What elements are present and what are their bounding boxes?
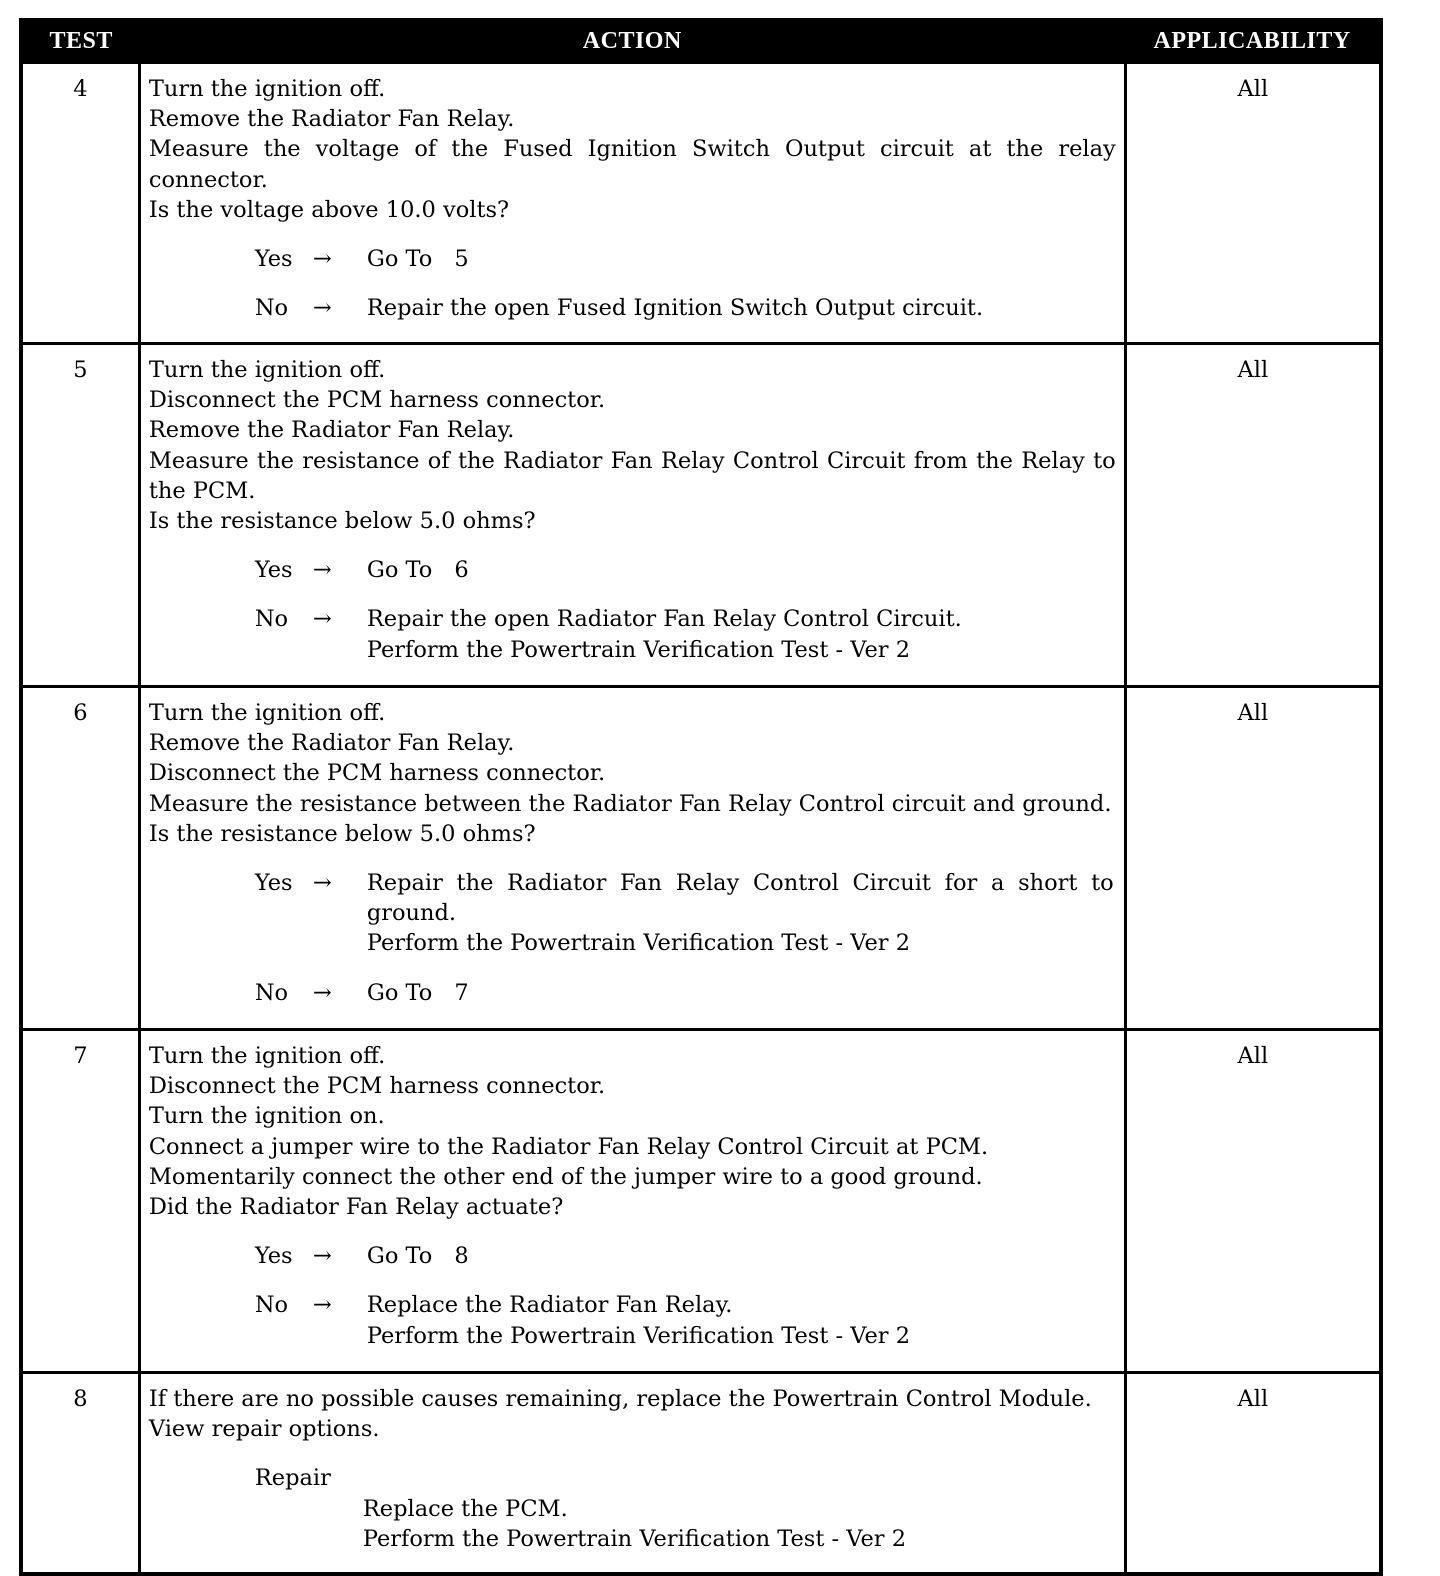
outcomes	[149, 244, 1116, 323]
action-cell	[139, 344, 1125, 687]
outcome-result	[367, 293, 1116, 323]
test-number: 8	[21, 1373, 139, 1575]
no-label: No	[254, 606, 289, 633]
repair-label: Repair	[254, 1465, 331, 1492]
yes-label: Yes	[254, 246, 293, 273]
outcome-no	[255, 978, 1116, 1008]
repair-block	[255, 1463, 1116, 1554]
goto-number: 6	[454, 557, 469, 584]
outcome-no	[255, 293, 1116, 323]
step-question: Is the resistance below 5.0 ohms?	[148, 820, 536, 847]
arrow-icon: →	[312, 1243, 332, 1270]
applicability-value: All	[1125, 344, 1381, 687]
view-repair-options-link[interactable]: View repair options.	[148, 1416, 380, 1443]
step-text: Disconnect the PCM harness connector.	[148, 1073, 606, 1100]
table-row-test-6	[21, 687, 1381, 1030]
action-cell	[139, 1373, 1125, 1575]
goto-text: Go To	[366, 1243, 433, 1270]
goto-link[interactable]	[367, 1241, 1116, 1271]
test-number: 6	[21, 687, 139, 1030]
step-text: Turn the ignition off.	[148, 700, 386, 726]
yes-label: Yes	[254, 1243, 293, 1270]
outcome-result	[367, 604, 1116, 664]
step-text: If there are no possible causes remaining, replace the Powertrain Control Module.	[148, 1386, 1092, 1412]
applicability-value: All	[1125, 62, 1381, 344]
step-text: Disconnect the PCM harness connector.	[148, 760, 606, 787]
step-text: Measure the resistance of the Radiator Fan Relay Control Circuit from the Relay to the PCM.	[148, 447, 1116, 504]
table-row-test-8	[21, 1373, 1381, 1575]
yes-label: Yes	[254, 870, 293, 897]
step-text: Measure the voltage of the Fused Ignition Switch Output circuit at the relay connector.	[148, 136, 1116, 193]
outcome-result	[367, 1290, 1116, 1350]
step-text: Turn the ignition on.	[148, 1103, 385, 1130]
step-text: Turn the ignition off.	[148, 76, 386, 102]
goto-link[interactable]	[367, 555, 1116, 585]
step-question: Did the Radiator Fan Relay actuate?	[148, 1194, 564, 1221]
goto-text: Go To	[366, 246, 433, 273]
goto-text: Go To	[366, 557, 433, 584]
outcome-yes	[255, 555, 1116, 585]
test-number: 7	[21, 1030, 139, 1373]
goto-link[interactable]	[367, 244, 1116, 274]
no-label: No	[254, 295, 289, 322]
applicability-value: All	[1125, 687, 1381, 1030]
test-number: 4	[21, 62, 139, 344]
outcome-no	[255, 1290, 1116, 1350]
diagnostic-test-table	[19, 18, 1383, 1576]
step-question: Is the voltage above 10.0 volts?	[148, 196, 510, 223]
step-text: Remove the Radiator Fan Relay.	[148, 106, 515, 133]
arrow-icon: →	[312, 870, 332, 897]
repair-step: Perform the Powertrain Verification Test - Ver 2	[362, 1525, 907, 1552]
outcome-no	[255, 604, 1116, 664]
action-cell	[139, 687, 1125, 1030]
result-line: Perform the Powertrain Verification Test - Ver 2	[366, 636, 911, 663]
action-cell	[139, 1030, 1125, 1373]
result-line: Repair the open Fused Ignition Switch Output circuit.	[366, 295, 984, 322]
result-line: Repair the Radiator Fan Relay Control Circuit for a short to ground.	[366, 870, 1114, 927]
action-cell	[139, 62, 1125, 344]
result-line: Replace the Radiator Fan Relay.	[366, 1292, 733, 1319]
header-action: ACTION	[139, 20, 1125, 62]
goto-number: 8	[454, 1243, 469, 1270]
applicability-value: All	[1125, 1373, 1381, 1575]
step-text: Disconnect the PCM harness connector.	[148, 387, 606, 414]
table-row-test-4	[21, 62, 1381, 344]
outcomes	[149, 868, 1116, 1008]
no-label: No	[254, 1292, 289, 1319]
outcome-yes	[255, 868, 1116, 959]
step-text: Connect a jumper wire to the Radiator Fan Relay Control Circuit at PCM.	[148, 1133, 989, 1160]
outcome-yes	[255, 244, 1116, 274]
outcomes	[149, 555, 1116, 665]
repair-step: Replace the PCM.	[362, 1495, 568, 1522]
arrow-icon: →	[312, 246, 332, 273]
table-row-test-5	[21, 344, 1381, 687]
arrow-icon: →	[312, 979, 332, 1006]
step-question: Is the resistance below 5.0 ohms?	[148, 508, 536, 535]
goto-number: 5	[454, 246, 469, 273]
goto-link[interactable]	[367, 978, 1116, 1008]
applicability-value: All	[1125, 1030, 1381, 1373]
header-applicability: APPLICABILITY	[1125, 20, 1381, 62]
step-text: Measure the resistance between the Radiator Fan Relay Control circuit and ground.	[148, 790, 1112, 817]
step-text: Remove the Radiator Fan Relay.	[148, 417, 515, 444]
arrow-icon: →	[312, 557, 332, 584]
arrow-icon: →	[312, 295, 332, 322]
result-line: Perform the Powertrain Verification Test - Ver 2	[366, 1322, 911, 1349]
goto-text: Go To	[366, 979, 433, 1006]
yes-label: Yes	[254, 557, 293, 584]
outcome-result	[367, 868, 1116, 959]
table-header-row	[21, 20, 1381, 62]
outcome-yes	[255, 1241, 1116, 1271]
result-line: Perform the Powertrain Verification Test - Ver 2	[366, 930, 911, 957]
step-text: Turn the ignition off.	[148, 357, 386, 383]
header-test: TEST	[21, 20, 139, 62]
test-number: 5	[21, 344, 139, 687]
arrow-icon: →	[312, 606, 332, 633]
no-label: No	[254, 979, 289, 1006]
result-line: Repair the open Radiator Fan Relay Control Circuit.	[366, 606, 962, 633]
step-text: Turn the ignition off.	[148, 1043, 386, 1069]
table-row-test-7	[21, 1030, 1381, 1373]
arrow-icon: →	[312, 1292, 332, 1319]
outcomes	[149, 1241, 1116, 1351]
step-text: Momentarily connect the other end of the jumper wire to a good ground.	[148, 1163, 983, 1190]
repair-steps	[363, 1494, 1116, 1554]
goto-number: 7	[454, 979, 469, 1006]
step-text: Remove the Radiator Fan Relay.	[148, 730, 515, 757]
